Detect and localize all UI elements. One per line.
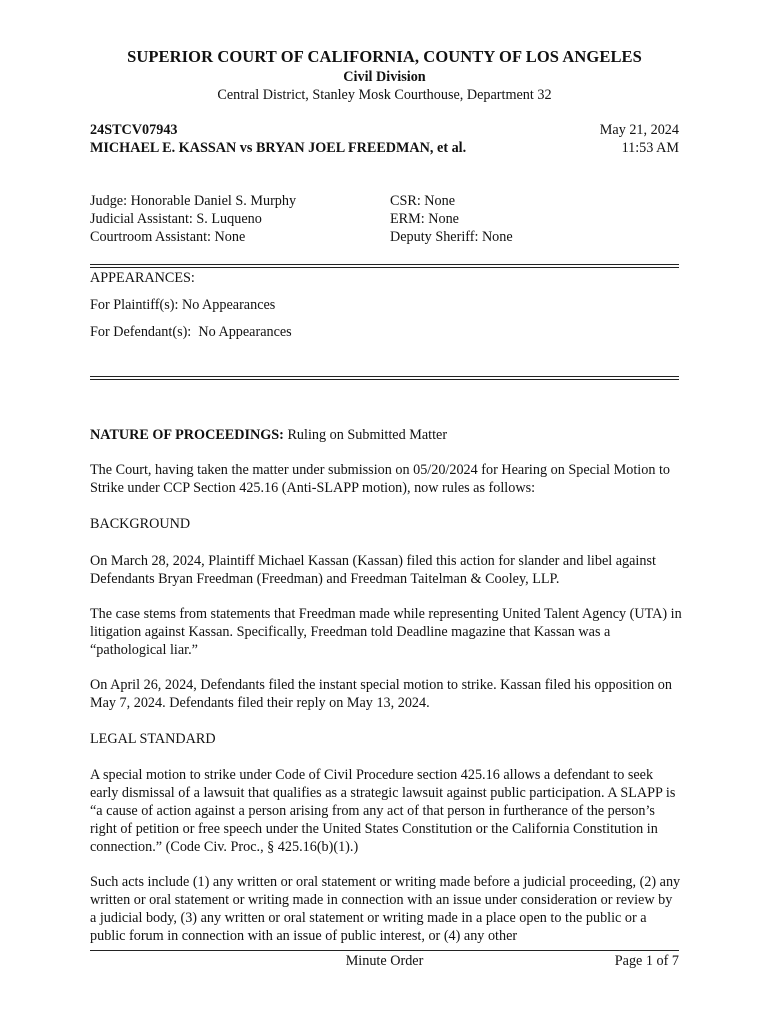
paragraph-slapp-definition: A special motion to strike under Code of Civil Procedure section 425.16 allows a defendant to seek early dismissal of a lawsuit that qualifies as a strategic lawsuit against public participation. A SLAPP is “a cause of action against a person arising from any act of that person in furtherance of the person’s right of petition or free speech under the United States Constitution or the California Constitution in connection.” (Code Civ. Proc., § 425.16(b)(1).) — [90, 767, 676, 855]
case-number: 24STCV07943 — [90, 122, 178, 138]
courtroom-assistant-line: Courtroom Assistant: None — [90, 229, 246, 245]
plaintiff-appearance: For Plaintiff(s): No Appearances — [90, 297, 276, 313]
legal-standard-heading: LEGAL STANDARD — [90, 731, 216, 747]
divider-top — [90, 264, 679, 268]
nature-of-proceedings — [90, 426, 447, 444]
minute-order-page — [90, 0, 682, 1024]
paragraph-statements: The case stems from statements that Freedman made while representing United Talent Agency (UTA) in litigation against Kassan. Specifically, Freedman told Deadline magazine that Kassan was a “pathological liar.” — [90, 606, 682, 658]
judge-line: Judge: Honorable Daniel S. Murphy — [90, 193, 297, 209]
paragraph-submission: The Court, having taken the matter under submission on 05/20/2024 for Hearing on Special Motion to Strike under CCP Section 425.16 (Anti-SLAPP motion), now rules as follows: — [90, 462, 671, 496]
division-name: Civil Division — [343, 69, 426, 85]
court-name: SUPERIOR COURT OF CALIFORNIA, COUNTY OF LOS ANGELES — [127, 47, 642, 66]
paragraph-motion: On April 26, 2024, Defendants filed the instant special motion to strike. Kassan filed his opposition on May 7, 2024. Defendants filed their reply on May 13, 2024. — [90, 677, 672, 711]
paragraph-protected-acts: Such acts include (1) any written or oral statement or writing made before a judicial proceeding, (2) any written or oral statement or writing made in connection with an issue under consideration or review by a judicial body, (3) any written or oral statement or writing made in a place open to the public or a public forum in connection with an issue of public interest, or (4) any other — [90, 874, 681, 944]
footer-rule — [90, 950, 679, 951]
paragraph-filing: On March 28, 2024, Plaintiff Michael Kassan (Kassan) filed this action for slander and libel against Defendants Bryan Freedman (Freedman) and Freedman Taitelman & Cooley, LLP. — [90, 553, 656, 587]
defendant-appearance: For Defendant(s): No Appearances — [90, 324, 292, 340]
erm-line: ERM: None — [390, 211, 459, 227]
hearing-time: 11:53 AM — [621, 140, 679, 156]
courthouse-location: Central District, Stanley Mosk Courthouse, Department 32 — [217, 87, 552, 103]
case-name: MICHAEL E. KASSAN vs BRYAN JOEL FREEDMAN, et al. — [90, 140, 467, 156]
deputy-sheriff-line: Deputy Sheriff: None — [390, 229, 513, 245]
nature-value: Ruling on Submitted Matter — [283, 427, 448, 443]
page-number: Page 1 of 7 — [614, 953, 679, 969]
judicial-assistant-line: Judicial Assistant: S. Luqueno — [90, 211, 262, 227]
footer-label: Minute Order — [345, 953, 424, 969]
background-heading: BACKGROUND — [90, 516, 191, 532]
nature-label: NATURE OF PROCEEDINGS: — [90, 427, 284, 443]
csr-line: CSR: None — [390, 193, 456, 209]
appearances-heading: APPEARANCES: — [90, 270, 195, 286]
hearing-date: May 21, 2024 — [599, 122, 679, 138]
divider-bottom — [90, 376, 679, 380]
